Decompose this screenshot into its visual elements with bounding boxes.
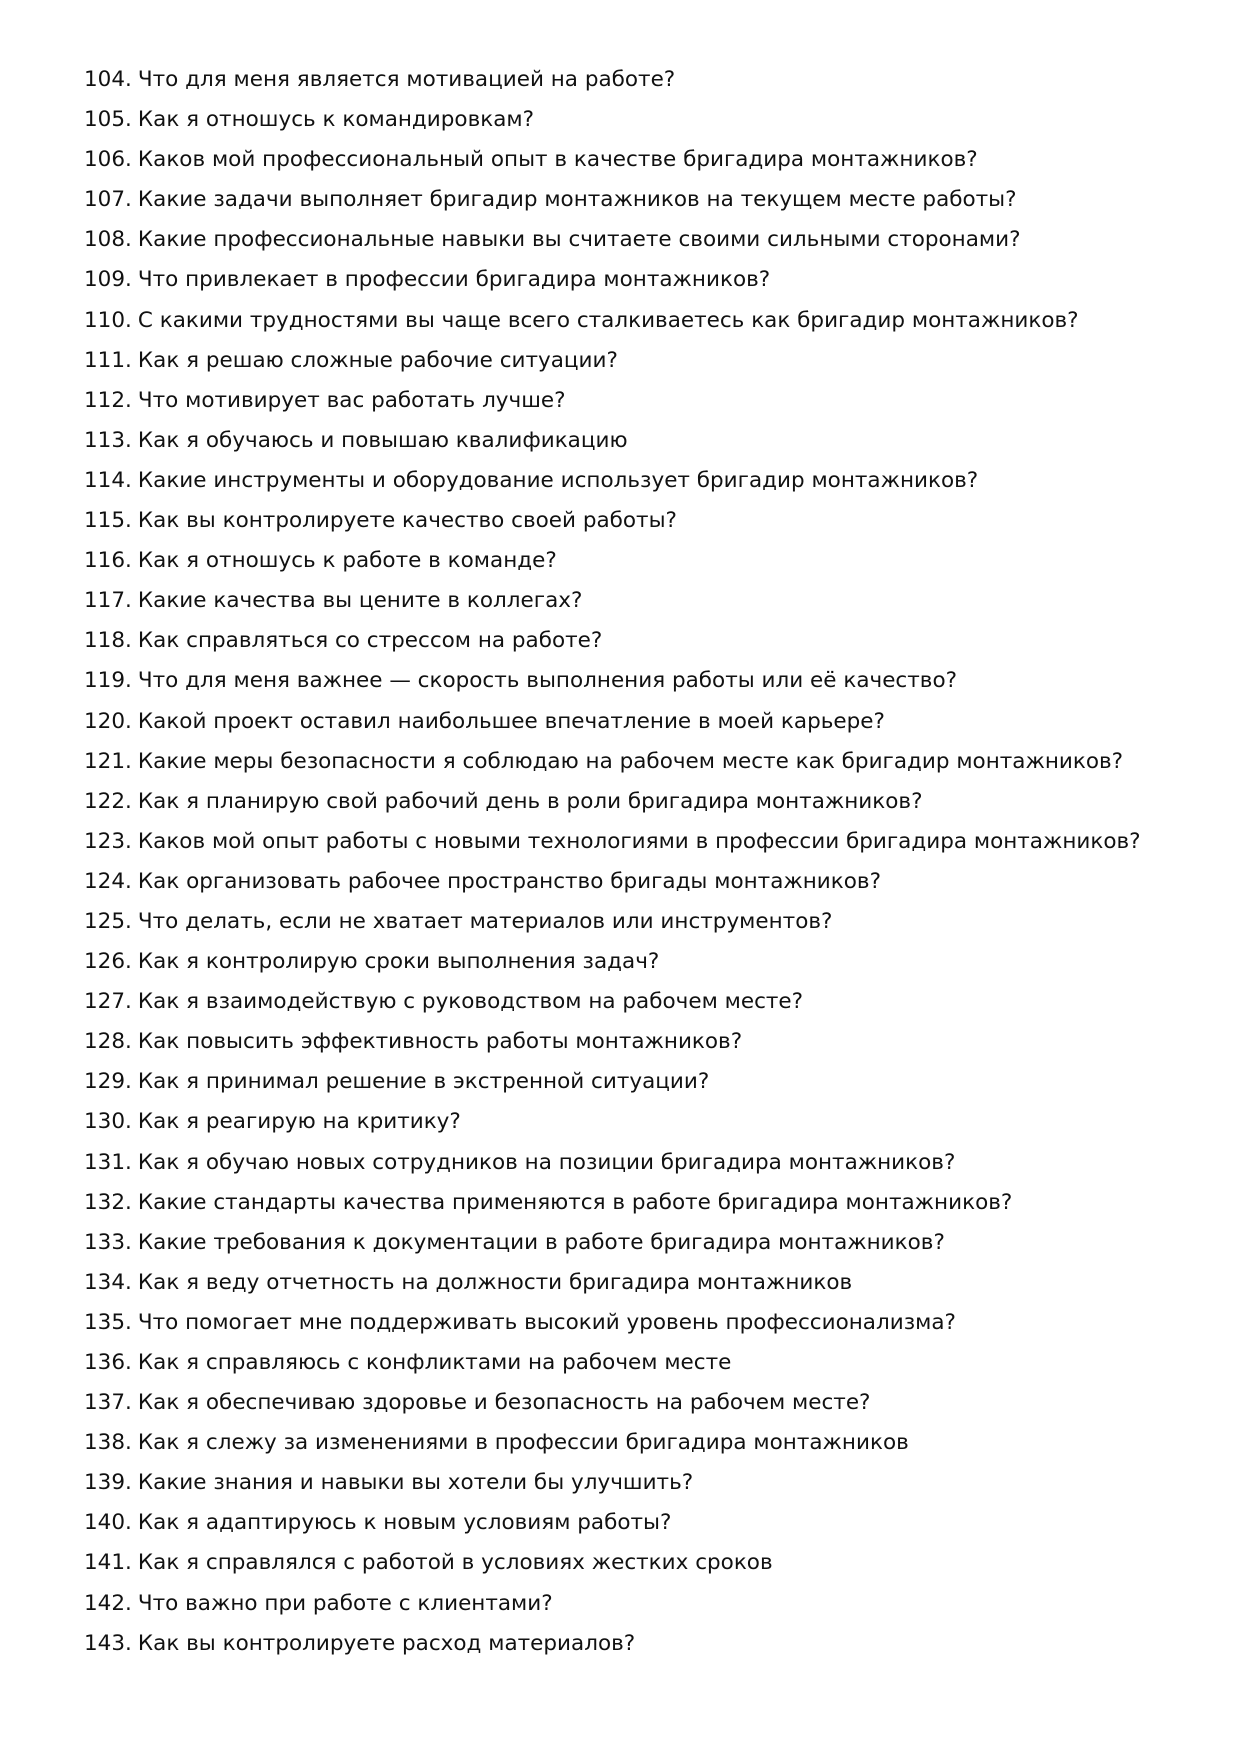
question-text: Как повысить эффективность работы монтажников? <box>137 1029 743 1055</box>
question-text: Какие стандарты качества применяются в работе бригадира монтажников? <box>137 1189 1013 1215</box>
question-text: Какие профессиональные навыки вы считаете своими сильными сторонами? <box>137 227 1021 253</box>
question-number: 105. <box>84 107 132 133</box>
question-item <box>84 541 1184 581</box>
question-text: Какие меры безопасности я соблюдаю на рабочем месте как бригадир монтажников? <box>137 748 1124 774</box>
question-text: Как я отношусь к командировкам? <box>137 107 535 133</box>
question-item <box>84 1383 1184 1423</box>
question-number: 107. <box>84 187 132 213</box>
question-item <box>84 421 1184 461</box>
question-text: Что делать, если не хватает материалов или инструментов? <box>137 908 833 934</box>
question-item <box>84 1022 1184 1062</box>
question-item <box>84 902 1184 942</box>
question-number: 110. <box>84 307 132 333</box>
question-item <box>84 1503 1184 1543</box>
question-item <box>84 220 1184 260</box>
question-item <box>84 1584 1184 1624</box>
question-text: Как я слежу за изменениями в профессии бригадира монтажников <box>137 1430 909 1456</box>
question-item <box>84 1062 1184 1102</box>
question-text: Что мотивирует вас работать лучше? <box>137 387 566 413</box>
question-number: 124. <box>84 868 132 894</box>
question-item <box>84 1303 1184 1343</box>
question-item <box>84 260 1184 300</box>
question-number: 129. <box>84 1069 132 1095</box>
question-text: Как я планирую свой рабочий день в роли бригадира монтажников? <box>137 788 923 814</box>
question-text: Как я обеспечиваю здоровье и безопасность на рабочем месте? <box>137 1390 871 1416</box>
question-item <box>84 461 1184 501</box>
question-number: 127. <box>84 989 132 1015</box>
question-number: 136. <box>84 1350 132 1375</box>
question-number: 140. <box>84 1510 132 1536</box>
question-number: 125. <box>84 908 132 934</box>
question-text: Как я контролирую сроки выполнения задач? <box>137 949 660 975</box>
question-text: Как вы контролируете качество своей работы? <box>137 508 677 534</box>
question-item <box>84 180 1184 220</box>
question-number: 131. <box>84 1149 132 1175</box>
question-number: 115. <box>84 508 132 534</box>
question-text: Как я адаптируюсь к новым условиям работы? <box>137 1510 672 1536</box>
question-text: Как справляться со стрессом на работе? <box>137 628 603 654</box>
question-item <box>84 742 1184 782</box>
question-item <box>84 1343 1184 1383</box>
question-item <box>84 100 1184 140</box>
question-number: 130. <box>84 1109 132 1135</box>
question-item <box>84 60 1184 100</box>
question-text: Какой проект оставил наибольшее впечатление в моей карьере? <box>137 708 885 734</box>
question-text: Какие знания и навыки вы хотели бы улучшить? <box>137 1470 694 1496</box>
question-item <box>84 341 1184 381</box>
question-item <box>84 782 1184 822</box>
question-text: Какие инструменты и оборудование использует бригадир монтажников? <box>137 467 979 493</box>
question-item <box>84 1102 1184 1142</box>
question-number: 121. <box>84 748 132 774</box>
question-number: 117. <box>84 588 132 614</box>
question-item <box>84 982 1184 1022</box>
question-text: Как я взаимодействую с руководством на рабочем месте? <box>137 989 804 1015</box>
question-text: Что важно при работе с клиентами? <box>137 1590 553 1616</box>
question-number: 119. <box>84 668 132 694</box>
question-number: 139. <box>84 1470 132 1496</box>
question-number: 116. <box>84 548 132 574</box>
question-item <box>84 942 1184 982</box>
question-text: Что для меня важнее — скорость выполнения работы или её качество? <box>137 668 958 694</box>
question-item <box>84 702 1184 742</box>
question-text: Что помогает мне поддерживать высокий уровень профессионализма? <box>137 1309 956 1335</box>
question-number: 120. <box>84 708 132 734</box>
question-item <box>84 140 1184 180</box>
question-item <box>84 621 1184 661</box>
question-number: 135. <box>84 1309 132 1335</box>
question-text: Как я обучаю новых сотрудников на позиции бригадира монтажников? <box>137 1149 956 1175</box>
question-item <box>84 581 1184 621</box>
question-number: 113. <box>84 427 132 453</box>
question-number: 134. <box>84 1269 132 1295</box>
question-text: Как я принимал решение в экстренной ситуации? <box>137 1069 710 1095</box>
question-text: Как вы контролируете расход материалов? <box>137 1630 636 1656</box>
question-list <box>84 60 1184 1664</box>
question-number: 111. <box>84 347 132 373</box>
question-text: С какими трудностями вы чаще всего сталкиваетесь как бригадир монтажников? <box>137 307 1079 333</box>
question-item <box>84 1463 1184 1503</box>
question-text: Каков мой опыт работы с новыми технологиями в профессии бригадира монтажников? <box>137 828 1141 854</box>
question-number: 128. <box>84 1029 132 1055</box>
question-number: 141. <box>84 1550 132 1576</box>
question-number: 143. <box>84 1630 132 1656</box>
question-number: 118. <box>84 628 132 654</box>
question-item <box>84 1263 1184 1303</box>
question-text: Как я решаю сложные рабочие ситуации? <box>137 347 618 373</box>
question-number: 133. <box>84 1229 132 1255</box>
question-number: 123. <box>84 828 132 854</box>
question-number: 137. <box>84 1390 132 1416</box>
question-item <box>84 1423 1184 1463</box>
question-number: 126. <box>84 949 132 975</box>
question-item <box>84 822 1184 862</box>
question-number: 108. <box>84 227 132 253</box>
question-number: 109. <box>84 267 132 293</box>
question-item <box>84 1143 1184 1183</box>
question-item <box>84 1543 1184 1583</box>
question-number: 112. <box>84 387 132 413</box>
question-number: 104. <box>84 67 132 92</box>
question-item <box>84 661 1184 701</box>
question-number: 132. <box>84 1189 132 1215</box>
question-text: Как я отношусь к работе в команде? <box>137 548 557 574</box>
question-text: Как я обучаюсь и повышаю квалификацию <box>137 427 628 453</box>
question-item <box>84 862 1184 902</box>
question-text: Что для меня является мотивацией на работе? <box>137 67 676 92</box>
question-number: 114. <box>84 467 132 493</box>
question-number: 106. <box>84 147 132 173</box>
question-text: Как я реагирую на критику? <box>137 1109 461 1135</box>
question-item <box>84 1624 1184 1664</box>
question-text: Как я справляюсь с конфликтами на рабочем месте <box>137 1350 732 1375</box>
question-item <box>84 501 1184 541</box>
question-text: Каков мой профессиональный опыт в качестве бригадира монтажников? <box>137 147 978 173</box>
question-item <box>84 381 1184 421</box>
question-text: Какие задачи выполняет бригадир монтажников на текущем месте работы? <box>137 187 1017 213</box>
question-text: Как организовать рабочее пространство бригады монтажников? <box>137 868 881 894</box>
question-text: Какие качества вы цените в коллегах? <box>137 588 583 614</box>
question-text: Как я справлялся с работой в условиях жестких сроков <box>137 1550 773 1576</box>
question-item <box>84 301 1184 341</box>
question-number: 122. <box>84 788 132 814</box>
question-number: 138. <box>84 1430 132 1456</box>
question-text: Как я веду отчетность на должности бригадира монтажников <box>137 1269 853 1295</box>
question-item <box>84 1223 1184 1263</box>
question-text: Какие требования к документации в работе бригадира монтажников? <box>137 1229 945 1255</box>
question-text: Что привлекает в профессии бригадира монтажников? <box>137 267 771 293</box>
question-item <box>84 1183 1184 1223</box>
question-number: 142. <box>84 1590 132 1616</box>
